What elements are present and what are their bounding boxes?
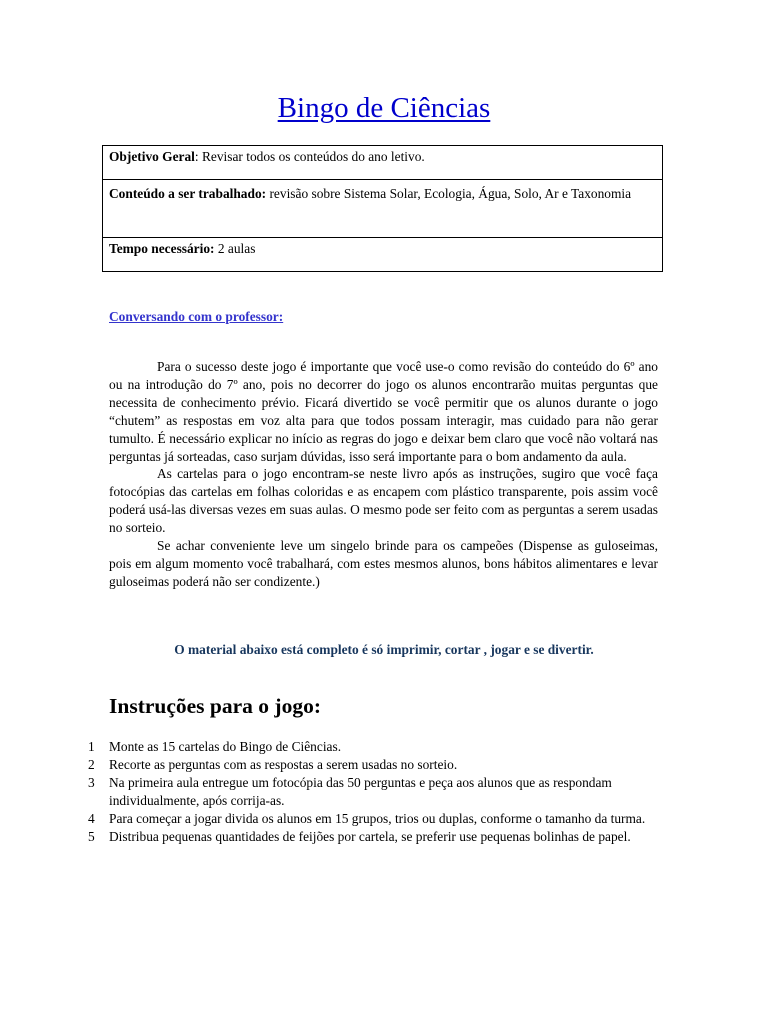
time-row [103,238,663,272]
list-item [88,738,658,756]
step-number: 5 [88,828,95,844]
content-value: revisão sobre Sistema Solar, Ecologia, Água, Solo, Ar e Taxonomia [269,186,632,201]
step-number: 1 [88,739,95,754]
paragraph: Se achar conveniente leve um singelo brinde para os campeões (Dispense as guloseimas, pois em algum momento você trabalhará, com estes mesmos alunos, bons hábitos alimentares e levar guloseimas poderá não ser condizente.) [109,538,658,589]
step-text: Distribua pequenas quantidades de feijões por cartela, se preferir use pequenas bolinhas de papel. [109,828,631,844]
instructions-heading: Instruções para o jogo: [109,694,321,718]
list-item [88,756,658,774]
objective-label: Objetivo Geral [109,149,195,164]
paragraph: Para o sucesso deste jogo é importante que você use-o como revisão do conteúdo do 6º ano ou na introdução do 7º ano, pois no decorrer do jogo os alunos encontrarão muitas perguntas que necessita de conhecimento prévio. Ficará divertido se você permitir que os alunos durante o jogo “chutem” as respostas em voz alta para que todos possam interagir, mas cuidado para não gerar tumulto. É necessário explicar no início as regras do jogo e deixar bem claro que você não voltará nas perguntas já sorteadas, caso surjam dúvidas, isso será importante para o bom andamento da aula. [109,359,658,464]
objective-value: Revisar todos os conteúdos do ano letivo. [201,149,425,164]
content-cell [103,180,663,238]
step-number: 4 [88,810,95,826]
time-value: 2 aulas [217,241,256,256]
teacher-talk-heading: Conversando com o professor: [109,309,284,324]
lesson-info-table [102,145,663,272]
paragraph: As cartelas para o jogo encontram-se neste livro após as instruções, sugiro que você faça fotocópias das cartelas em folhas coloridas e as encapem com plástico transparente, pois assim você poderá usá-las diversas vezes em suas aulas. O mesmo pode ser feito com as perguntas a serem usadas no sorteio. [109,466,658,536]
list-item [88,810,658,828]
step-number: 2 [88,756,95,772]
step-number: 3 [88,774,95,790]
document-title: Bingo de Ciências [277,92,491,124]
content-row [103,180,663,238]
step-text: Para começar a jogar divida os alunos em 15 grupos, trios ou duplas, conforme o tamanho da turma. [109,810,646,826]
objective-separator: : [194,149,202,164]
teacher-guidance-text [109,358,658,591]
step-text: Monte as 15 cartelas do Bingo de Ciências. [109,739,342,754]
objective-row [103,146,663,180]
instructions-list [88,738,658,845]
content-label: Conteúdo a ser trabalhado: [109,186,267,201]
time-cell [103,238,663,272]
step-text: Na primeira aula entregue um fotocópia das 50 perguntas e peça aos alunos que as respondam individualmente, após corrija-as. [109,774,612,808]
objective-cell [103,146,663,180]
material-note: O material abaixo está completo é só imprimir, cortar , jogar e se divertir. [174,642,594,657]
time-label: Tempo necessário: [109,241,215,256]
list-item [88,774,658,810]
list-item [88,828,658,846]
step-text: Recorte as perguntas com as respostas a serem usadas no sorteio. [109,756,458,772]
